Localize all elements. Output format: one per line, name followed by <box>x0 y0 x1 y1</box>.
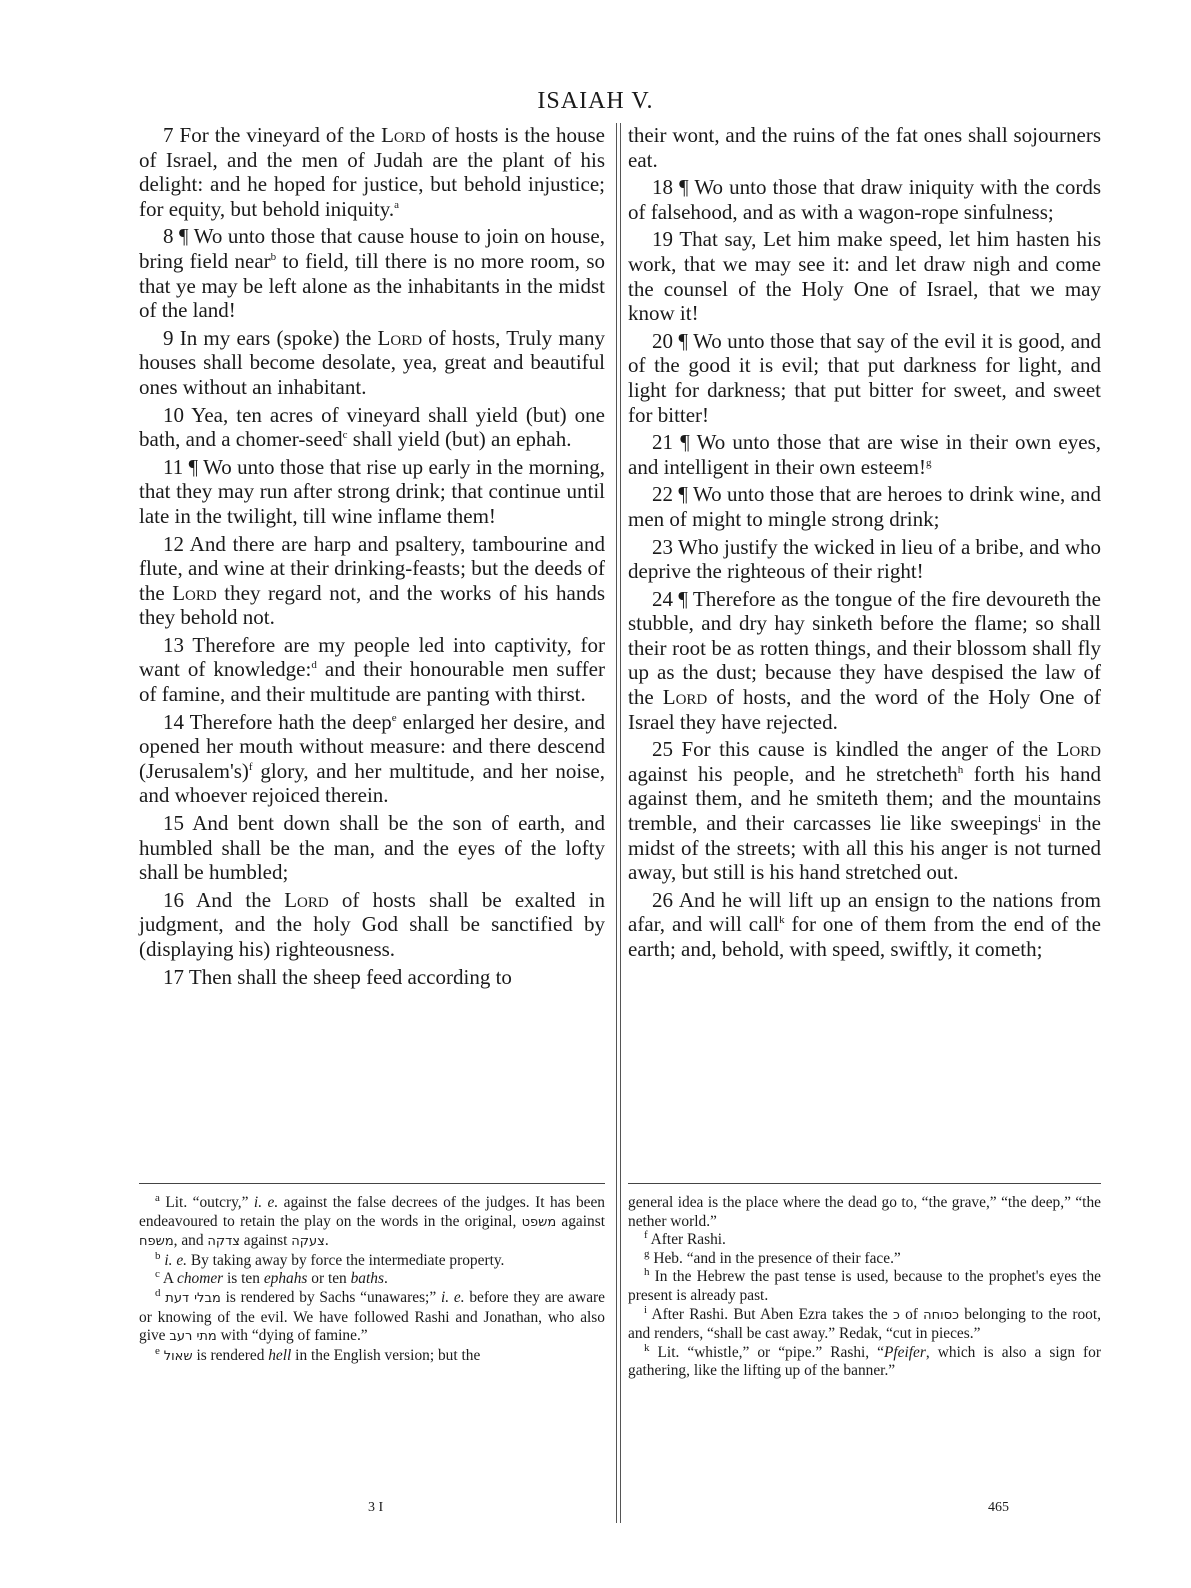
footnote-c: $^c$ A chomer is ten ephahs or ten baths. <box>155 1268 388 1288</box>
verse-13: 13 Therefore are my people led into captivity, for want of knowledge:$^d$ and their honourable men suffer of famine, and their multitude are panting with thirst. <box>139 632 605 707</box>
footnote-f: $^f$ After Rashi. <box>644 1229 726 1249</box>
verse-11: 11 ¶ Wo unto those that rise up early in the morning, that they may run after strong drink; that continue until late in the twilight, till wine inflame them! <box>139 454 606 528</box>
right-column <box>628 123 1101 965</box>
footnote-g: $^g$ Heb. “and in the presence of their face.” <box>644 1247 901 1267</box>
footnotes-right <box>628 1194 1101 1381</box>
page-number: 465 <box>988 1500 1009 1515</box>
verse-25: 25 For this cause is kindled the anger of the Lord against his people, and he stretcheth$^h$ forth his hand against them, and he smiteth them; and the mountains tremble, and their carcasses lie like sweepings$^i$ in the midst of the streets; with all this his anger is not turned away, but still is his hand stretched out. <box>628 737 1101 885</box>
verse-16: 16 And the Lord of hosts shall be exalted in judgment, and the holy God shall be sanctified by (displaying his) righteousness. <box>139 887 605 961</box>
signature-mark: 3 I <box>368 1500 384 1515</box>
verse-17: 17 Then shall the sheep feed according to <box>163 964 512 989</box>
verse-24: 24 ¶ Therefore as the tongue of the fire devoureth the stubble, and dry hay sinketh before the flame; so shall their root be as rotten things, and their blossom shall fly up as the dust; because they have despised the law of the Lord of hosts, and the word of the Holy One of Israel they have rejected. <box>628 586 1102 734</box>
footnote-i: $^i$ After Rashi. But Aben Ezra takes the כ of כסוחה belonging to the root, and renders, “shall be cast away.” Redak, “cut in pieces.” <box>628 1303 1101 1343</box>
footnote-d: $^d$ מבלי דעת is rendered by Sachs “unawares;” i. e. before they are aware or knowing of the evil. We have followed Rashi and Jonathan, who also give מתי רעב with “dying of famine.” <box>139 1286 606 1345</box>
page-title: ISAIAH V. <box>537 88 654 114</box>
footnote-k: $^k$ Lit. “whistle,” or “pipe.” Rashi, “Pfeifer, which is also a sign for gathering, like the lifting up of the banner.” <box>628 1341 1101 1380</box>
verse-22: 22 ¶ Wo unto those that are heroes to drink wine, and men of might to mingle strong drink; <box>628 482 1102 531</box>
footnote-e: $^e$ שאול is rendered hell in the English version; but the <box>155 1344 481 1364</box>
footnote-b: $^b$ i. e. By taking away by force the intermediate property. <box>155 1249 505 1269</box>
verse-15: 15 And bent down shall be the son of earth, and humbled shall be the man, and the eyes of the lofty shall be humbled; <box>139 811 605 885</box>
verse-14: 14 Therefore hath the deep$^e$ enlarged her desire, and opened her mouth without measure: and there descend (Jerusalem's)$^f$ glory, and her multitude, and her noise, and whoever rejoiced therein. <box>139 709 605 808</box>
verse-21: 21 ¶ Wo unto those that are wise in their own eyes, and intelligent in their own esteem!$^g$ <box>628 430 1101 479</box>
footnote-a: $^a$ Lit. “outcry,” i. e. against the false decrees of the judges. It has been endeavoured to retain the play on the words in the original, משפט against משפח, and צדקה against צעקה. <box>139 1191 605 1250</box>
verse-7: 7 For the vineyard of the Lord of hosts is the house of Israel, and the men of Judah are the plant of his delight: and he hoped for justice, but behold injustice; for equity, but behold iniquity.$^a$ <box>139 123 606 221</box>
verse-23: 23 Who justify the wicked in lieu of a bribe, and who deprive the righteous of their right! <box>628 534 1101 584</box>
footnote-rule-left <box>139 1183 605 1184</box>
footnote-rule-right <box>628 1183 1101 1184</box>
verse-20: 20 ¶ Wo unto those that say of the evil it is good, and of the good it is evil; that put darkness for light, and light for darkness; that put bitter for sweet, and sweet for bitter! <box>628 328 1102 427</box>
verse-17-continued: their wont, and the ruins of the fat ones shall sojourners eat. <box>628 123 1101 172</box>
verse-19: 19 That say, Let him make speed, let him hasten his work, that we may see it: and let draw nigh and come the counsel of the Holy One of Israel, that we may know it! <box>628 227 1101 326</box>
left-column <box>139 123 605 992</box>
verse-12: 12 And there are harp and psaltery, tambourine and flute, and wine at their drinking-feasts; but the deeds of the Lord they regard not, and the works of his hands they behold not. <box>139 531 606 630</box>
footnote-h: $^h$ In the Hebrew the past tense is used, because to the prophet's eyes the present is already past. <box>628 1266 1101 1304</box>
verse-26: 26 And he will lift up an ensign to the nations from afar, and will call$^k$ for one of them from the end of the earth; and, behold, with speed, swiftly, it cometh; <box>628 887 1102 961</box>
verse-8: 8 ¶ Wo unto those that cause house to join on house, bring field near$^b$ to field, till there is no more room, so that ye may be left alone as the inhabitants in the midst of the land! <box>139 224 606 323</box>
footnote-e-continued: general idea is the place where the dead go to, “the grave,” “the deep,” “the nether world.” <box>628 1194 1101 1230</box>
column-divider <box>616 123 621 1523</box>
footnotes-left <box>139 1191 606 1366</box>
verse-9: 9 In my ears (spoke) the Lord of hosts, Truly many houses shall become desolate, yea, great and beautiful ones without an inhabitant. <box>139 325 605 399</box>
verse-10: 10 Yea, ten acres of vineyard shall yield (but) one bath, and a chomer-seed$^c$ shall yield (but) an ephah. <box>139 402 605 452</box>
verse-18: 18 ¶ Wo unto those that draw iniquity with the cords of falsehood, and as with a wagon-rope sinfulness; <box>628 175 1102 224</box>
